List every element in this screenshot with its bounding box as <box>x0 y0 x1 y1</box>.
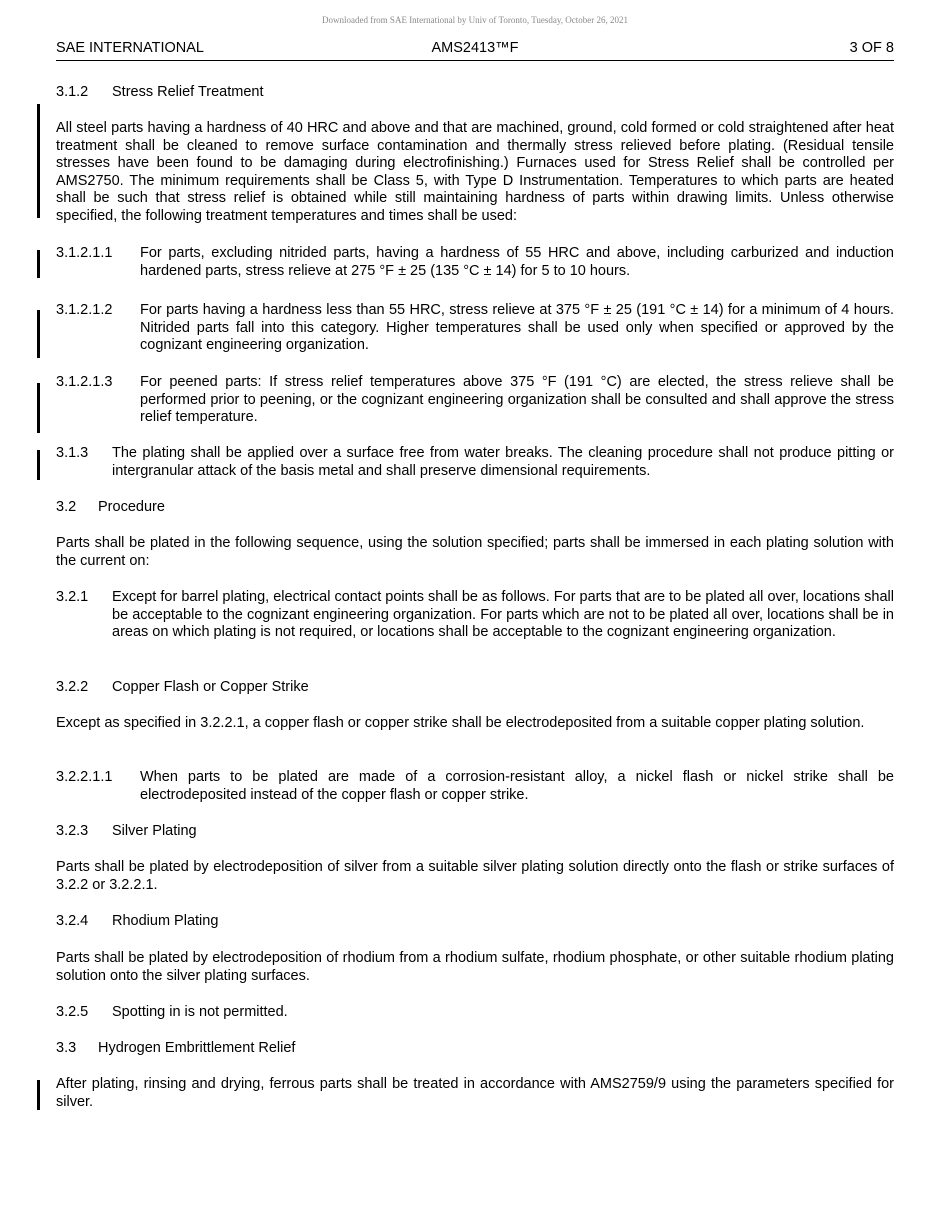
header-publisher: SAE INTERNATIONAL <box>56 40 204 56</box>
section-heading-3-2-3 <box>56 823 894 841</box>
revision-bar <box>37 104 40 218</box>
section-title: Rhodium Plating <box>112 913 219 929</box>
section-heading-3-2 <box>56 499 894 517</box>
revision-bar <box>37 1080 40 1110</box>
clause-number: 3.1.3 <box>56 445 89 461</box>
revision-bar <box>37 250 40 278</box>
section-number: 3.2.5 <box>56 1004 89 1020</box>
section-number: 3.2 <box>56 499 77 515</box>
section-title: Copper Flash or Copper Strike <box>112 679 309 695</box>
clause-3-2-2-1-1 <box>56 769 894 804</box>
paragraph-3-2-3: Parts shall be plated by electrodeposition of silver from a suitable silver plating solution directly onto the flash or strike surfaces of 3.2.2 or 3.2.2.1. <box>56 859 894 893</box>
section-heading-3-1-2 <box>56 84 894 102</box>
clause-number: 3.1.2.1.2 <box>56 302 113 318</box>
clause-text: When parts to be plated are made of a corrosion-resistant alloy, a nickel flash or nickel strike shall be electrodeposited instead of the copper flash or copper strike. <box>140 769 894 803</box>
clause-text: Except for barrel plating, electrical contact points shall be as follows. For parts that are to be plated all over, locations shall be acceptable to the cognizant engineering organization. For parts which are not to be plated all over, locations shall be in areas on which plating is not required, or locations shall be acceptable to the cognizant engineering organization. <box>112 589 894 641</box>
section-number: 3.2.4 <box>56 913 89 929</box>
clause-number: 3.1.2.1.3 <box>56 374 113 390</box>
paragraph-3-2-2: Except as specified in 3.2.2.1, a copper flash or copper strike shall be electrodeposited from a suitable copper plating solution. <box>56 715 865 731</box>
clause-3-1-2-1-2 <box>56 302 894 355</box>
header-page-number: 3 OF 8 <box>849 40 894 56</box>
section-heading-3-3 <box>56 1040 894 1058</box>
section-title: Stress Relief Treatment <box>112 84 264 100</box>
clause-3-1-3 <box>56 445 894 480</box>
clause-3-2-1 <box>56 589 894 642</box>
clause-text: The plating shall be applied over a surface free from water breaks. The cleaning procedure shall not produce pitting or intergranular attack of the basis metal and shall preserve dimensional requirements. <box>112 445 894 479</box>
clause-text: For peened parts: If stress relief temperatures above 375 °F (191 °C) are elected, the stress relieve shall be performed prior to peening, or the cognizant engineering organization shall be consulted and shall approve the stress relief temperature. <box>140 374 894 426</box>
revision-bar <box>37 450 40 480</box>
revision-bar <box>37 383 40 433</box>
section-title: Silver Plating <box>112 823 197 839</box>
page-header <box>56 38 894 61</box>
paragraph-3-2-4: Parts shall be plated by electrodeposition of rhodium from a rhodium sulfate, rhodium phosphate, or other suitable rhodium plating solution onto the silver plating surfaces. <box>56 950 894 984</box>
section-number: 3.2.3 <box>56 823 89 839</box>
revision-bar <box>37 310 40 358</box>
section-number: 3.1.2 <box>56 84 89 100</box>
section-number: 3.2.2 <box>56 679 89 695</box>
paragraph-3-2: Parts shall be plated in the following sequence, using the solution specified; parts shall be immersed in each plating solution with the current on: <box>56 535 894 569</box>
paragraph-3-1-2: All steel parts having a hardness of 40 HRC and above and that are machined, ground, cold formed or cold straightened after heat treatment shall be cleaned to remove surface contamination and thermally stress relieved before plating. (Residual tensile stresses have been found to be damaging during electrofinishing.) Furnaces used for Stress Relief shall be controlled per AMS2750. The minimum requirements shall be Class 5, with Type D Instrumentation. Temperatures to which parts are heated shall be such that stress relief is obtained while still maintaining hardness of parts within drawing limits. Unless otherwise specified, the following treatment temperatures and times shall be used: <box>56 120 894 224</box>
clause-number: 3.2.2.1.1 <box>56 769 113 785</box>
section-number: 3.3 <box>56 1040 77 1056</box>
header-document-number: AMS2413™F <box>431 40 519 56</box>
section-title: Hydrogen Embrittlement Relief <box>98 1040 296 1056</box>
section-heading-3-2-5 <box>56 1004 894 1022</box>
clause-3-1-2-1-1 <box>56 245 894 280</box>
section-title: Spotting in is not permitted. <box>112 1004 288 1020</box>
section-heading-3-2-2 <box>56 679 894 697</box>
paragraph-3-3: After plating, rinsing and drying, ferrous parts shall be treated in accordance with AMS2759/9 using the parameters specified for silver. <box>56 1076 894 1110</box>
section-title: Procedure <box>98 499 165 515</box>
section-heading-3-2-4 <box>56 913 894 931</box>
clause-text: For parts, excluding nitrided parts, having a hardness of 55 HRC and above, including carburized and induction hardened parts, stress relieve at 275 °F ± 25 (135 °C ± 14) for 5 to 10 hours. <box>140 245 894 279</box>
clause-3-1-2-1-3 <box>56 374 894 427</box>
clause-text: For parts having a hardness less than 55 HRC, stress relieve at 375 °F ± 25 (191 °C ± 14) for a minimum of 4 hours. Nitrided parts fall into this category. Higher temperatures shall be used only when specified or approved by the cognizant engineering organization. <box>140 302 894 354</box>
download-watermark: Downloaded from SAE International by Univ of Toronto, Tuesday, October 26, 2021 <box>321 15 629 25</box>
clause-number: 3.2.1 <box>56 589 89 605</box>
clause-number: 3.1.2.1.1 <box>56 245 113 261</box>
